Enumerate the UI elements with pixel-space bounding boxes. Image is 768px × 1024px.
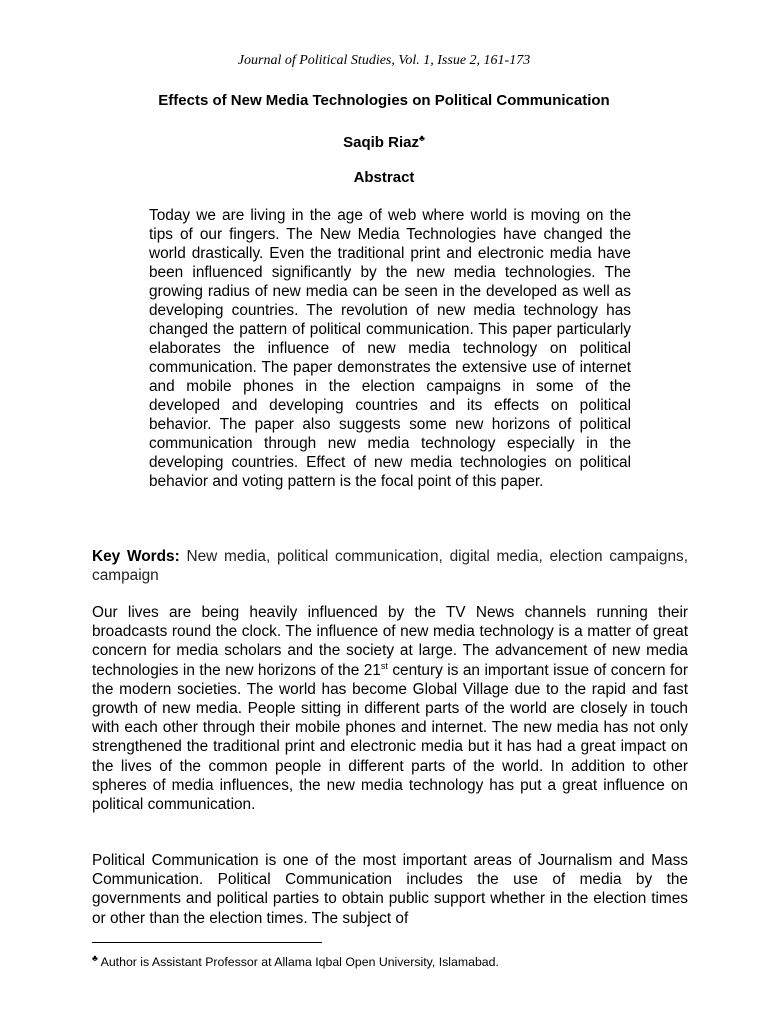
journal-citation: Journal of Political Studies, Vol. 1, Issue 2, 161-173 [237,53,531,68]
author-line [0,133,768,151]
body-paragraph-2: Political Communication is one of the most important areas of Journalism and Mass Communication. Political Communication includes the use of media by the governments and political parties to obtain public support whether in the election times or other than the election times. The subject of [92,852,688,927]
keywords [92,547,688,586]
paragraph-1-part-b: century is an important issue of concern for the modern societies. The world has become Global Village due to the rapid and fast growth of new media. People sitting in different parts of the world are closely in touch with each other through their mobile phones and internet. The new media has not only strengthened the traditional print and electronic media but it has had a great impact on the lives of the common people in different parts of the world. In addition to other spheres of media influences, the new media technology has put a great influence on political communication. [92,661,688,814]
footnote-text: Author is Assistant Professor at Allama Iqbal Open University, Islamabad. [97,955,499,970]
keywords-text: New media, political communication, digital media, election campaigns, campaign [92,548,688,585]
author-name: Saqib Riaz [343,134,419,151]
abstract-text: Today we are living in the age of web where world is moving on the tips of our fingers. The New Media Technologies have changed the world drastically. Even the traditional print and electronic media have been influenced significantly by the new media technologies. The growing radius of new media can be seen in the developed as well as developing countries. The revolution of new media technology has changed the pattern of political communication. This paper particularly elaborates the influence of new media technology on political communication. The paper demonstrates the extensive use of internet and mobile phones in the election campaigns in some of the developed and developing countries and its effects on political behavior. The paper also suggests some new horizons of political communication through new media technology especially in the developing countries. Effect of new media technologies on political behavior and voting pattern is the focal point of this paper. [149,207,631,490]
footnote-mark: ♣ [92,953,98,963]
footnote [92,953,688,969]
footnote-divider [92,942,322,943]
abstract-heading: Abstract [353,169,415,186]
ordinal-suffix: st [380,660,388,671]
paragraph-1-part-a: Our lives are being heavily influenced by the TV News channels running their broadcasts round the clock. The influence of new media technology is a matter of great concern for media scholars and the society at large. The advancement of new media technologies in the new horizons of the 21 [92,604,688,679]
paper-title: Effects of New Media Technologies on Political Communication [158,92,610,109]
body-paragraph-1 [92,603,688,814]
keywords-label: Key Words: [92,548,180,565]
author-footnote-mark: ♣ [418,133,425,143]
